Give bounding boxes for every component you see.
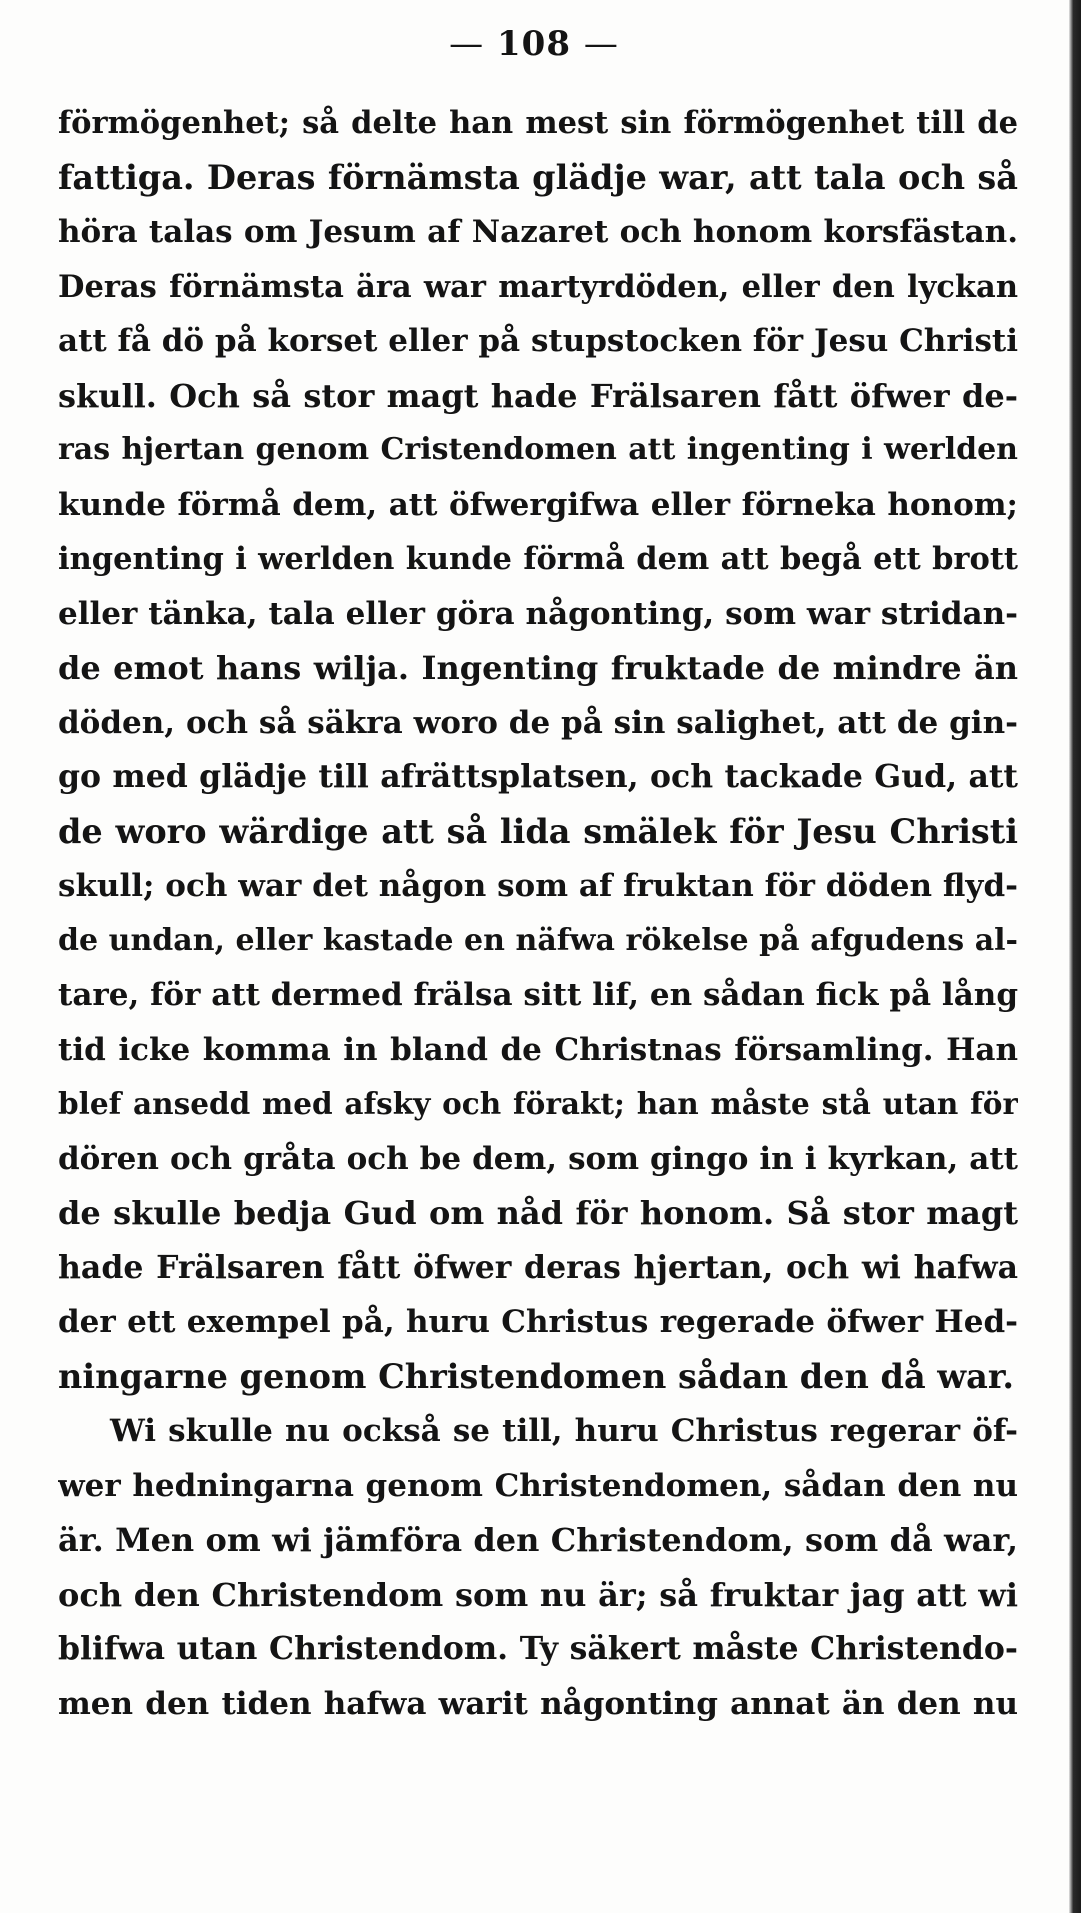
text-line: fattiga. Deras förnämsta glädje war, att tala och så xyxy=(58,157,1018,197)
paragraph-1 xyxy=(58,96,1018,1404)
text-line: der ett exempel på, huru Christus regerade öfwer Hed- xyxy=(58,1304,1018,1340)
paragraph-2 xyxy=(58,1404,1018,1731)
text-line: förmögenhet; så delte han mest sin förmögenhet till de xyxy=(58,105,1018,141)
text-line: och den Christendom som nu är; så fruktar jag att wi xyxy=(58,1575,1018,1614)
text-line: Wi skulle nu också se till, huru Christus regerar öf- xyxy=(110,1413,1018,1449)
text-line: hade Frälsaren fått öfwer deras hjertan, och wi hafwa xyxy=(58,1248,1018,1286)
text-line: de undan, eller kastade en näfwa rökelse på afgudens al- xyxy=(58,922,1018,958)
text-line: kunde förmå dem, att öfwergifwa eller förneka honom; xyxy=(58,486,1018,523)
text-line: är. Men om wi jämföra den Christendom, som då war, xyxy=(58,1521,1018,1559)
text-line: höra talas om Jesum af Nazaret och honom korsfästan. xyxy=(58,214,1018,250)
text-line: dören och gråta och be dem, som gingo in i kyrkan, att xyxy=(58,1140,1018,1177)
text-line: de emot hans wilja. Ingenting fruktade de mindre än xyxy=(58,649,1018,687)
text-line: wer hedningarna genom Christendomen, sådan den nu xyxy=(58,1467,1018,1504)
text-line: eller tänka, tala eller göra någonting, som war stridan- xyxy=(58,595,1018,632)
page-edge-shadow xyxy=(1069,0,1081,1913)
text-line: men den tiden hafwa warit någonting annat än den nu xyxy=(58,1685,1018,1722)
text-line: döden, och så säkra woro de på sin salighet, att de gin- xyxy=(58,704,1018,741)
text-line: blifwa utan Christendom. Ty säkert måste Christendo- xyxy=(58,1630,1018,1667)
text-line: att få dö på korset eller på stupstocken för Jesu Christi xyxy=(58,323,1018,359)
header-dash-left: — xyxy=(449,24,485,64)
text-line: de skulle bedja Gud om nåd för honom. Så stor magt xyxy=(58,1194,1018,1232)
text-line: ningarne genom Christendomen sådan den då war. xyxy=(58,1356,1015,1396)
text-line: Deras förnämsta ära war martyrdöden, eller den lyckan xyxy=(58,268,1018,305)
text-line: de woro wärdige att så lida smälek för Jesu Christi xyxy=(58,811,1018,851)
text-line: go med glädje till afrättsplatsen, och tackade Gud, att xyxy=(58,758,1018,795)
header-dash-right: — xyxy=(583,24,619,64)
text-line: ras hjertan genom Cristendomen att ingenting i werlden xyxy=(58,432,1018,467)
text-line: tid icke komma in bland de Christnas församling. Han xyxy=(58,1031,1018,1068)
text-line: tare, för att dermed frälsa sitt lif, en sådan fick på lång xyxy=(58,977,1018,1013)
text-line: ingenting i werlden kunde förmå dem att begå ett brott xyxy=(58,541,1018,577)
page-header xyxy=(0,24,1068,64)
text-line: skull. Och så stor magt hade Frälsaren fått öfwer de- xyxy=(58,376,1018,415)
text-line: skull; och war det någon som af fruktan för döden flyd- xyxy=(58,868,1018,904)
page-body xyxy=(58,96,1018,1731)
page-number: 108 xyxy=(497,24,571,64)
text-line: blef ansedd med afsky och förakt; han måste stå utan för xyxy=(58,1086,1018,1121)
